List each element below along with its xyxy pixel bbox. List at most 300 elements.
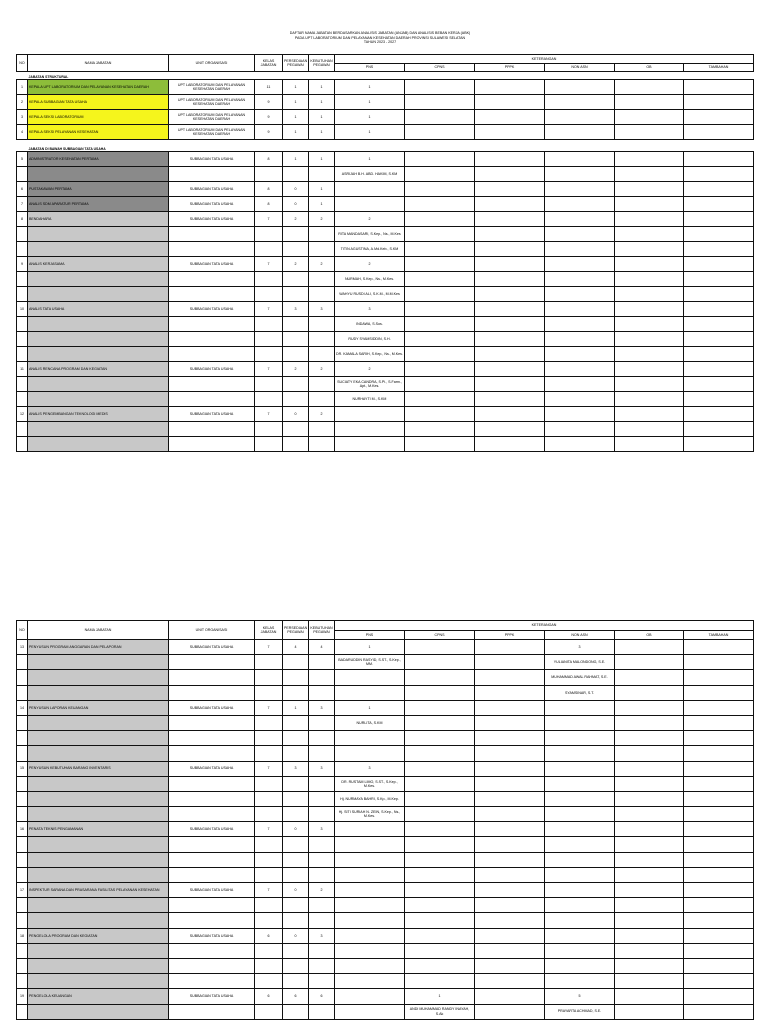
pppk-cell <box>475 974 545 989</box>
non-asn-cell <box>545 347 615 362</box>
jabatan-name <box>28 746 169 761</box>
header-no: NO <box>17 55 28 72</box>
pppk-cell <box>475 867 545 882</box>
persediaan-pegawai <box>283 867 309 882</box>
unit-organisasi <box>169 347 255 362</box>
kelas-jabatan <box>255 867 283 882</box>
unit-organisasi <box>169 227 255 242</box>
jabatan-name <box>28 807 169 822</box>
kebutuhan-pegawai: 1 <box>309 197 335 212</box>
tambahan-cell <box>684 212 754 227</box>
unit-organisasi: SUBBAGIAN TATA USAHA <box>169 212 255 227</box>
kelas-jabatan <box>255 287 283 302</box>
kelas-jabatan <box>255 943 283 958</box>
pppk-cell <box>475 362 545 377</box>
pns-cell <box>335 182 405 197</box>
non-asn-cell <box>545 257 615 272</box>
pppk-cell <box>475 437 545 452</box>
kebutuhan-pegawai <box>309 437 335 452</box>
pppk-cell <box>475 928 545 943</box>
table-row <box>17 685 754 700</box>
section-spacer <box>405 72 475 80</box>
non-asn-cell <box>545 867 615 882</box>
section-spacer <box>169 140 255 152</box>
kelas-jabatan: 7 <box>255 822 283 837</box>
unit-organisasi: UPT LABORATORIUM DAN PELAYANAN KESEHATAN DAERAH <box>169 95 255 110</box>
ob-cell <box>615 227 684 242</box>
kelas-jabatan <box>255 731 283 746</box>
header-pppk: PPPK <box>475 64 545 72</box>
jabatan-name <box>28 437 169 452</box>
persediaan-pegawai <box>283 655 309 670</box>
tambahan-cell <box>684 913 754 928</box>
jabatan-table-page-2 <box>16 620 754 1020</box>
kebutuhan-pegawai <box>309 317 335 332</box>
kelas-jabatan: 6 <box>255 928 283 943</box>
pppk-cell <box>475 898 545 913</box>
row-number: 10 <box>17 302 28 317</box>
header-nama-jabatan: NAMA JABATAN <box>28 621 169 640</box>
tambahan-cell <box>684 317 754 332</box>
pppk-cell <box>475 883 545 898</box>
unit-organisasi <box>169 715 255 730</box>
jabatan-name: PENATA TEKNIS PENGAMANAN <box>28 822 169 837</box>
non-asn-cell <box>545 227 615 242</box>
unit-organisasi <box>169 898 255 913</box>
ob-cell <box>615 837 684 852</box>
pns-cell <box>335 852 405 867</box>
non-asn-cell <box>545 95 615 110</box>
section-spacer <box>615 140 684 152</box>
non-asn-cell <box>545 242 615 257</box>
pppk-cell <box>475 422 545 437</box>
row-number <box>17 655 28 670</box>
table-row <box>17 640 754 655</box>
pns-cell: 1 <box>335 152 405 167</box>
pppk-cell <box>475 80 545 95</box>
tambahan-cell <box>684 95 754 110</box>
tambahan-cell <box>684 746 754 761</box>
row-number: 19 <box>17 989 28 1004</box>
tambahan-cell <box>684 407 754 422</box>
ob-cell <box>615 640 684 655</box>
header-tambahan: TAMBAHAN <box>684 631 754 640</box>
pppk-cell <box>475 746 545 761</box>
non-asn-cell <box>545 392 615 407</box>
non-asn-cell <box>545 883 615 898</box>
pppk-cell <box>475 332 545 347</box>
header-persediaan: PERSEDIAAN PEGAWAI <box>283 621 309 640</box>
kebutuhan-pegawai: 3 <box>309 928 335 943</box>
unit-organisasi <box>169 167 255 182</box>
header-nama-jabatan: NAMA JABATAN <box>28 55 169 72</box>
section-spacer <box>615 72 684 80</box>
header-tambahan: TAMBAHAN <box>684 64 754 72</box>
tambahan-cell <box>684 776 754 791</box>
kelas-jabatan <box>255 670 283 685</box>
persediaan-pegawai <box>283 913 309 928</box>
ob-cell <box>615 152 684 167</box>
jabatan-name: ANALIS SDM APARATUR PERTAMA <box>28 197 169 212</box>
pns-cell: BADARUDDIN RASYID, S.ST., S.Kep., MM. <box>335 655 405 670</box>
header-ob: OB <box>615 64 684 72</box>
unit-organisasi <box>169 974 255 989</box>
row-number <box>17 685 28 700</box>
non-asn-cell <box>545 700 615 715</box>
pns-cell <box>335 974 405 989</box>
kelas-jabatan <box>255 958 283 973</box>
persediaan-pegawai <box>283 746 309 761</box>
section-label: JABATAN DI BAWAH SUBBAGIAN TATA USAHA <box>28 140 169 152</box>
non-asn-cell <box>545 152 615 167</box>
non-asn-cell <box>545 943 615 958</box>
pppk-cell <box>475 822 545 837</box>
tambahan-cell <box>684 700 754 715</box>
non-asn-cell <box>545 272 615 287</box>
pns-cell: 1 <box>335 95 405 110</box>
jabatan-name <box>28 242 169 257</box>
jabatan-name: PENYUSUN LAPORAN KEUANGAN <box>28 700 169 715</box>
header-kebutuhan: KEBUTUHAN PEGAWAI <box>309 621 335 640</box>
jabatan-name <box>28 731 169 746</box>
table-row <box>17 822 754 837</box>
kebutuhan-pegawai <box>309 867 335 882</box>
pppk-cell <box>475 377 545 392</box>
cpns-cell <box>405 867 475 882</box>
table-row <box>17 242 754 257</box>
persediaan-pegawai: 1 <box>283 95 309 110</box>
cpns-cell <box>405 700 475 715</box>
kebutuhan-pegawai <box>309 746 335 761</box>
persediaan-pegawai <box>283 347 309 362</box>
persediaan-pegawai: 0 <box>283 182 309 197</box>
pns-cell: RITA MANDASARI, S.Kep., Ns., M.Kes <box>335 227 405 242</box>
persediaan-pegawai <box>283 685 309 700</box>
pns-cell: 1 <box>335 80 405 95</box>
section-spacer <box>545 72 615 80</box>
jabatan-name <box>28 422 169 437</box>
ob-cell <box>615 974 684 989</box>
kelas-jabatan <box>255 422 283 437</box>
kelas-jabatan: 9 <box>255 95 283 110</box>
tambahan-cell <box>684 182 754 197</box>
pppk-cell <box>475 392 545 407</box>
ob-cell <box>615 852 684 867</box>
tambahan-cell <box>684 883 754 898</box>
kelas-jabatan <box>255 392 283 407</box>
pppk-cell <box>475 182 545 197</box>
jabatan-name <box>28 332 169 347</box>
pns-cell: Hj. NURMAYA BAHRI, S.Kp., M.Kep. <box>335 791 405 806</box>
persediaan-pegawai <box>283 287 309 302</box>
cpns-cell <box>405 287 475 302</box>
table-row <box>17 655 754 670</box>
jabatan-name <box>28 670 169 685</box>
persediaan-pegawai <box>283 392 309 407</box>
cpns-cell <box>405 791 475 806</box>
row-number <box>17 791 28 806</box>
cpns-cell <box>405 332 475 347</box>
persediaan-pegawai: 3 <box>283 761 309 776</box>
kelas-jabatan <box>255 898 283 913</box>
non-asn-cell <box>545 822 615 837</box>
pns-cell: NURHAYTI M., S.KM <box>335 392 405 407</box>
row-number <box>17 242 28 257</box>
pppk-cell <box>475 347 545 362</box>
kelas-jabatan <box>255 655 283 670</box>
cpns-cell <box>405 182 475 197</box>
section-spacer <box>684 140 754 152</box>
tambahan-cell <box>684 437 754 452</box>
ob-cell <box>615 867 684 882</box>
kelas-jabatan <box>255 1004 283 1019</box>
ob-cell <box>615 257 684 272</box>
kelas-jabatan <box>255 317 283 332</box>
kebutuhan-pegawai: 3 <box>309 822 335 837</box>
jabatan-name <box>28 685 169 700</box>
cpns-cell <box>405 640 475 655</box>
row-number <box>17 731 28 746</box>
row-number <box>17 715 28 730</box>
jabatan-name <box>28 837 169 852</box>
pns-cell <box>335 883 405 898</box>
unit-organisasi: SUBBAGIAN TATA USAHA <box>169 302 255 317</box>
header-unit-organisasi: UNIT ORGANISASI <box>169 55 255 72</box>
cpns-cell <box>405 302 475 317</box>
cpns-cell <box>405 822 475 837</box>
ob-cell <box>615 272 684 287</box>
persediaan-pegawai <box>283 317 309 332</box>
table-row <box>17 852 754 867</box>
persediaan-pegawai <box>283 958 309 973</box>
pppk-cell <box>475 731 545 746</box>
table-row <box>17 746 754 761</box>
section-spacer <box>255 140 283 152</box>
ob-cell <box>615 822 684 837</box>
row-number <box>17 422 28 437</box>
persediaan-pegawai <box>283 715 309 730</box>
unit-organisasi: SUBBAGIAN TATA USAHA <box>169 182 255 197</box>
cpns-cell <box>405 761 475 776</box>
cpns-cell <box>405 913 475 928</box>
title-line: PADA UPT LABORATORIUM DAN PELAYANAN KESEHATAN DAERAH PROVINSI SULAWESI SELATAN <box>294 35 466 40</box>
pns-cell: NURLITA, S.KM <box>335 715 405 730</box>
table-row <box>17 287 754 302</box>
persediaan-pegawai: 4 <box>283 640 309 655</box>
non-asn-cell <box>545 302 615 317</box>
kelas-jabatan: 8 <box>255 182 283 197</box>
pns-cell: 2 <box>335 257 405 272</box>
row-number <box>17 347 28 362</box>
header-cpns: CPNS <box>405 64 475 72</box>
pns-cell: 3 <box>335 302 405 317</box>
non-asn-cell: MUHAMMAD AWAL RAHMAT, S.E. <box>545 670 615 685</box>
row-number: 3 <box>17 110 28 125</box>
table-row <box>17 958 754 973</box>
kelas-jabatan: 6 <box>255 989 283 1004</box>
row-number: 6 <box>17 182 28 197</box>
kelas-jabatan <box>255 272 283 287</box>
unit-organisasi <box>169 852 255 867</box>
ob-cell <box>615 1004 684 1019</box>
cpns-cell <box>405 125 475 140</box>
unit-organisasi <box>169 837 255 852</box>
table-row <box>17 883 754 898</box>
kebutuhan-pegawai <box>309 287 335 302</box>
table-row <box>17 197 754 212</box>
persediaan-pegawai: 0 <box>283 197 309 212</box>
non-asn-cell <box>545 898 615 913</box>
persediaan-pegawai <box>283 791 309 806</box>
row-number: 15 <box>17 761 28 776</box>
pppk-cell <box>475 761 545 776</box>
jabatan-name: PENGELOLA KEUANGAN <box>28 989 169 1004</box>
jabatan-name: PENGELOLA PROGRAM DAN KEGIATAN <box>28 928 169 943</box>
section-spacer <box>545 140 615 152</box>
jabatan-name: KEPALA SUBBAGIAN TATA USAHA <box>28 95 169 110</box>
table-row <box>17 95 754 110</box>
persediaan-pegawai <box>283 437 309 452</box>
jabatan-name: PENYUSUN KEBUTUHAN BARANG INVENTARIS <box>28 761 169 776</box>
kebutuhan-pegawai <box>309 807 335 822</box>
section-spacer <box>475 140 545 152</box>
cpns-cell <box>405 317 475 332</box>
pppk-cell <box>475 670 545 685</box>
tambahan-cell <box>684 422 754 437</box>
tambahan-cell <box>684 347 754 362</box>
kebutuhan-pegawai: 1 <box>309 95 335 110</box>
non-asn-cell <box>545 974 615 989</box>
kelas-jabatan: 7 <box>255 640 283 655</box>
ob-cell <box>615 197 684 212</box>
cpns-cell <box>405 347 475 362</box>
tambahan-cell <box>684 227 754 242</box>
cpns-cell <box>405 272 475 287</box>
kelas-jabatan <box>255 746 283 761</box>
table-row <box>17 867 754 882</box>
row-number <box>17 332 28 347</box>
pns-cell: 1 <box>335 700 405 715</box>
table-row <box>17 974 754 989</box>
table-row <box>17 317 754 332</box>
jabatan-name <box>28 167 169 182</box>
kebutuhan-pegawai <box>309 392 335 407</box>
kelas-jabatan: 11 <box>255 80 283 95</box>
tambahan-cell <box>684 332 754 347</box>
cpns-cell <box>405 883 475 898</box>
tambahan-cell <box>684 943 754 958</box>
cpns-cell <box>405 746 475 761</box>
kelas-jabatan: 7 <box>255 407 283 422</box>
row-number <box>17 943 28 958</box>
cpns-cell <box>405 227 475 242</box>
unit-organisasi: SUBBAGIAN TATA USAHA <box>169 883 255 898</box>
kelas-jabatan: 7 <box>255 700 283 715</box>
row-number: 16 <box>17 822 28 837</box>
unit-organisasi: SUBBAGIAN TATA USAHA <box>169 152 255 167</box>
cpns-cell <box>405 928 475 943</box>
unit-organisasi: SUBBAGIAN TATA USAHA <box>169 822 255 837</box>
pns-cell: INDAWA, S.Sos. <box>335 317 405 332</box>
pns-cell: DR. KAMALA SARIH, S.Kep., Ns., M.Kes. <box>335 347 405 362</box>
cpns-cell <box>405 197 475 212</box>
cpns-cell <box>405 242 475 257</box>
unit-organisasi <box>169 746 255 761</box>
tambahan-cell <box>684 302 754 317</box>
row-number: 7 <box>17 197 28 212</box>
header-no: NO <box>17 621 28 640</box>
pns-cell: Hj. SITI SURIAH N. ZEIN, S.Kep., Ns., M.Kes. <box>335 807 405 822</box>
persediaan-pegawai: 1 <box>283 700 309 715</box>
pppk-cell <box>475 212 545 227</box>
ob-cell <box>615 302 684 317</box>
jabatan-name <box>28 655 169 670</box>
kelas-jabatan <box>255 791 283 806</box>
unit-organisasi: SUBBAGIAN TATA USAHA <box>169 700 255 715</box>
pppk-cell <box>475 152 545 167</box>
kebutuhan-pegawai: 3 <box>309 761 335 776</box>
jabatan-name: BENDAHARA <box>28 212 169 227</box>
row-number: 12 <box>17 407 28 422</box>
tambahan-cell <box>684 125 754 140</box>
table-row <box>17 257 754 272</box>
non-asn-cell: YULIANITA MALONDONG, S.E. <box>545 655 615 670</box>
persediaan-pegawai <box>283 670 309 685</box>
persediaan-pegawai <box>283 332 309 347</box>
ob-cell <box>615 167 684 182</box>
header-ob: OB <box>615 631 684 640</box>
table-row <box>17 898 754 913</box>
pns-cell: 2 <box>335 212 405 227</box>
pns-cell: 1 <box>335 125 405 140</box>
table-row <box>17 272 754 287</box>
table-row <box>17 989 754 1004</box>
persediaan-pegawai: 6 <box>283 989 309 1004</box>
cpns-cell <box>405 958 475 973</box>
table-row <box>17 422 754 437</box>
header-kelas-jabatan: KELAS JABATAN <box>255 621 283 640</box>
pppk-cell <box>475 242 545 257</box>
tambahan-cell <box>684 377 754 392</box>
unit-organisasi: UPT LABORATORIUM DAN PELAYANAN KESEHATAN DAERAH <box>169 110 255 125</box>
non-asn-cell <box>545 317 615 332</box>
cpns-cell <box>405 377 475 392</box>
jabatan-name <box>28 852 169 867</box>
unit-organisasi <box>169 242 255 257</box>
kebutuhan-pegawai <box>309 655 335 670</box>
persediaan-pegawai <box>283 898 309 913</box>
kebutuhan-pegawai: 4 <box>309 640 335 655</box>
row-number <box>17 287 28 302</box>
unit-organisasi <box>169 422 255 437</box>
tambahan-cell <box>684 928 754 943</box>
kebutuhan-pegawai <box>309 332 335 347</box>
pns-cell: WAHYU RUSDI ALI, S.K.M., M.M.Kes <box>335 287 405 302</box>
non-asn-cell <box>545 746 615 761</box>
tambahan-cell <box>684 392 754 407</box>
section-spacer <box>255 72 283 80</box>
cpns-cell <box>405 807 475 822</box>
table-row <box>17 182 754 197</box>
cpns-cell <box>405 407 475 422</box>
table-row <box>17 913 754 928</box>
pns-cell <box>335 837 405 852</box>
cpns-cell <box>405 670 475 685</box>
tambahan-cell <box>684 837 754 852</box>
kebutuhan-pegawai <box>309 377 335 392</box>
unit-organisasi <box>169 437 255 452</box>
jabatan-name: ANALIS PENGEMBANGAN TEKNOLOGI MEDIS <box>28 407 169 422</box>
